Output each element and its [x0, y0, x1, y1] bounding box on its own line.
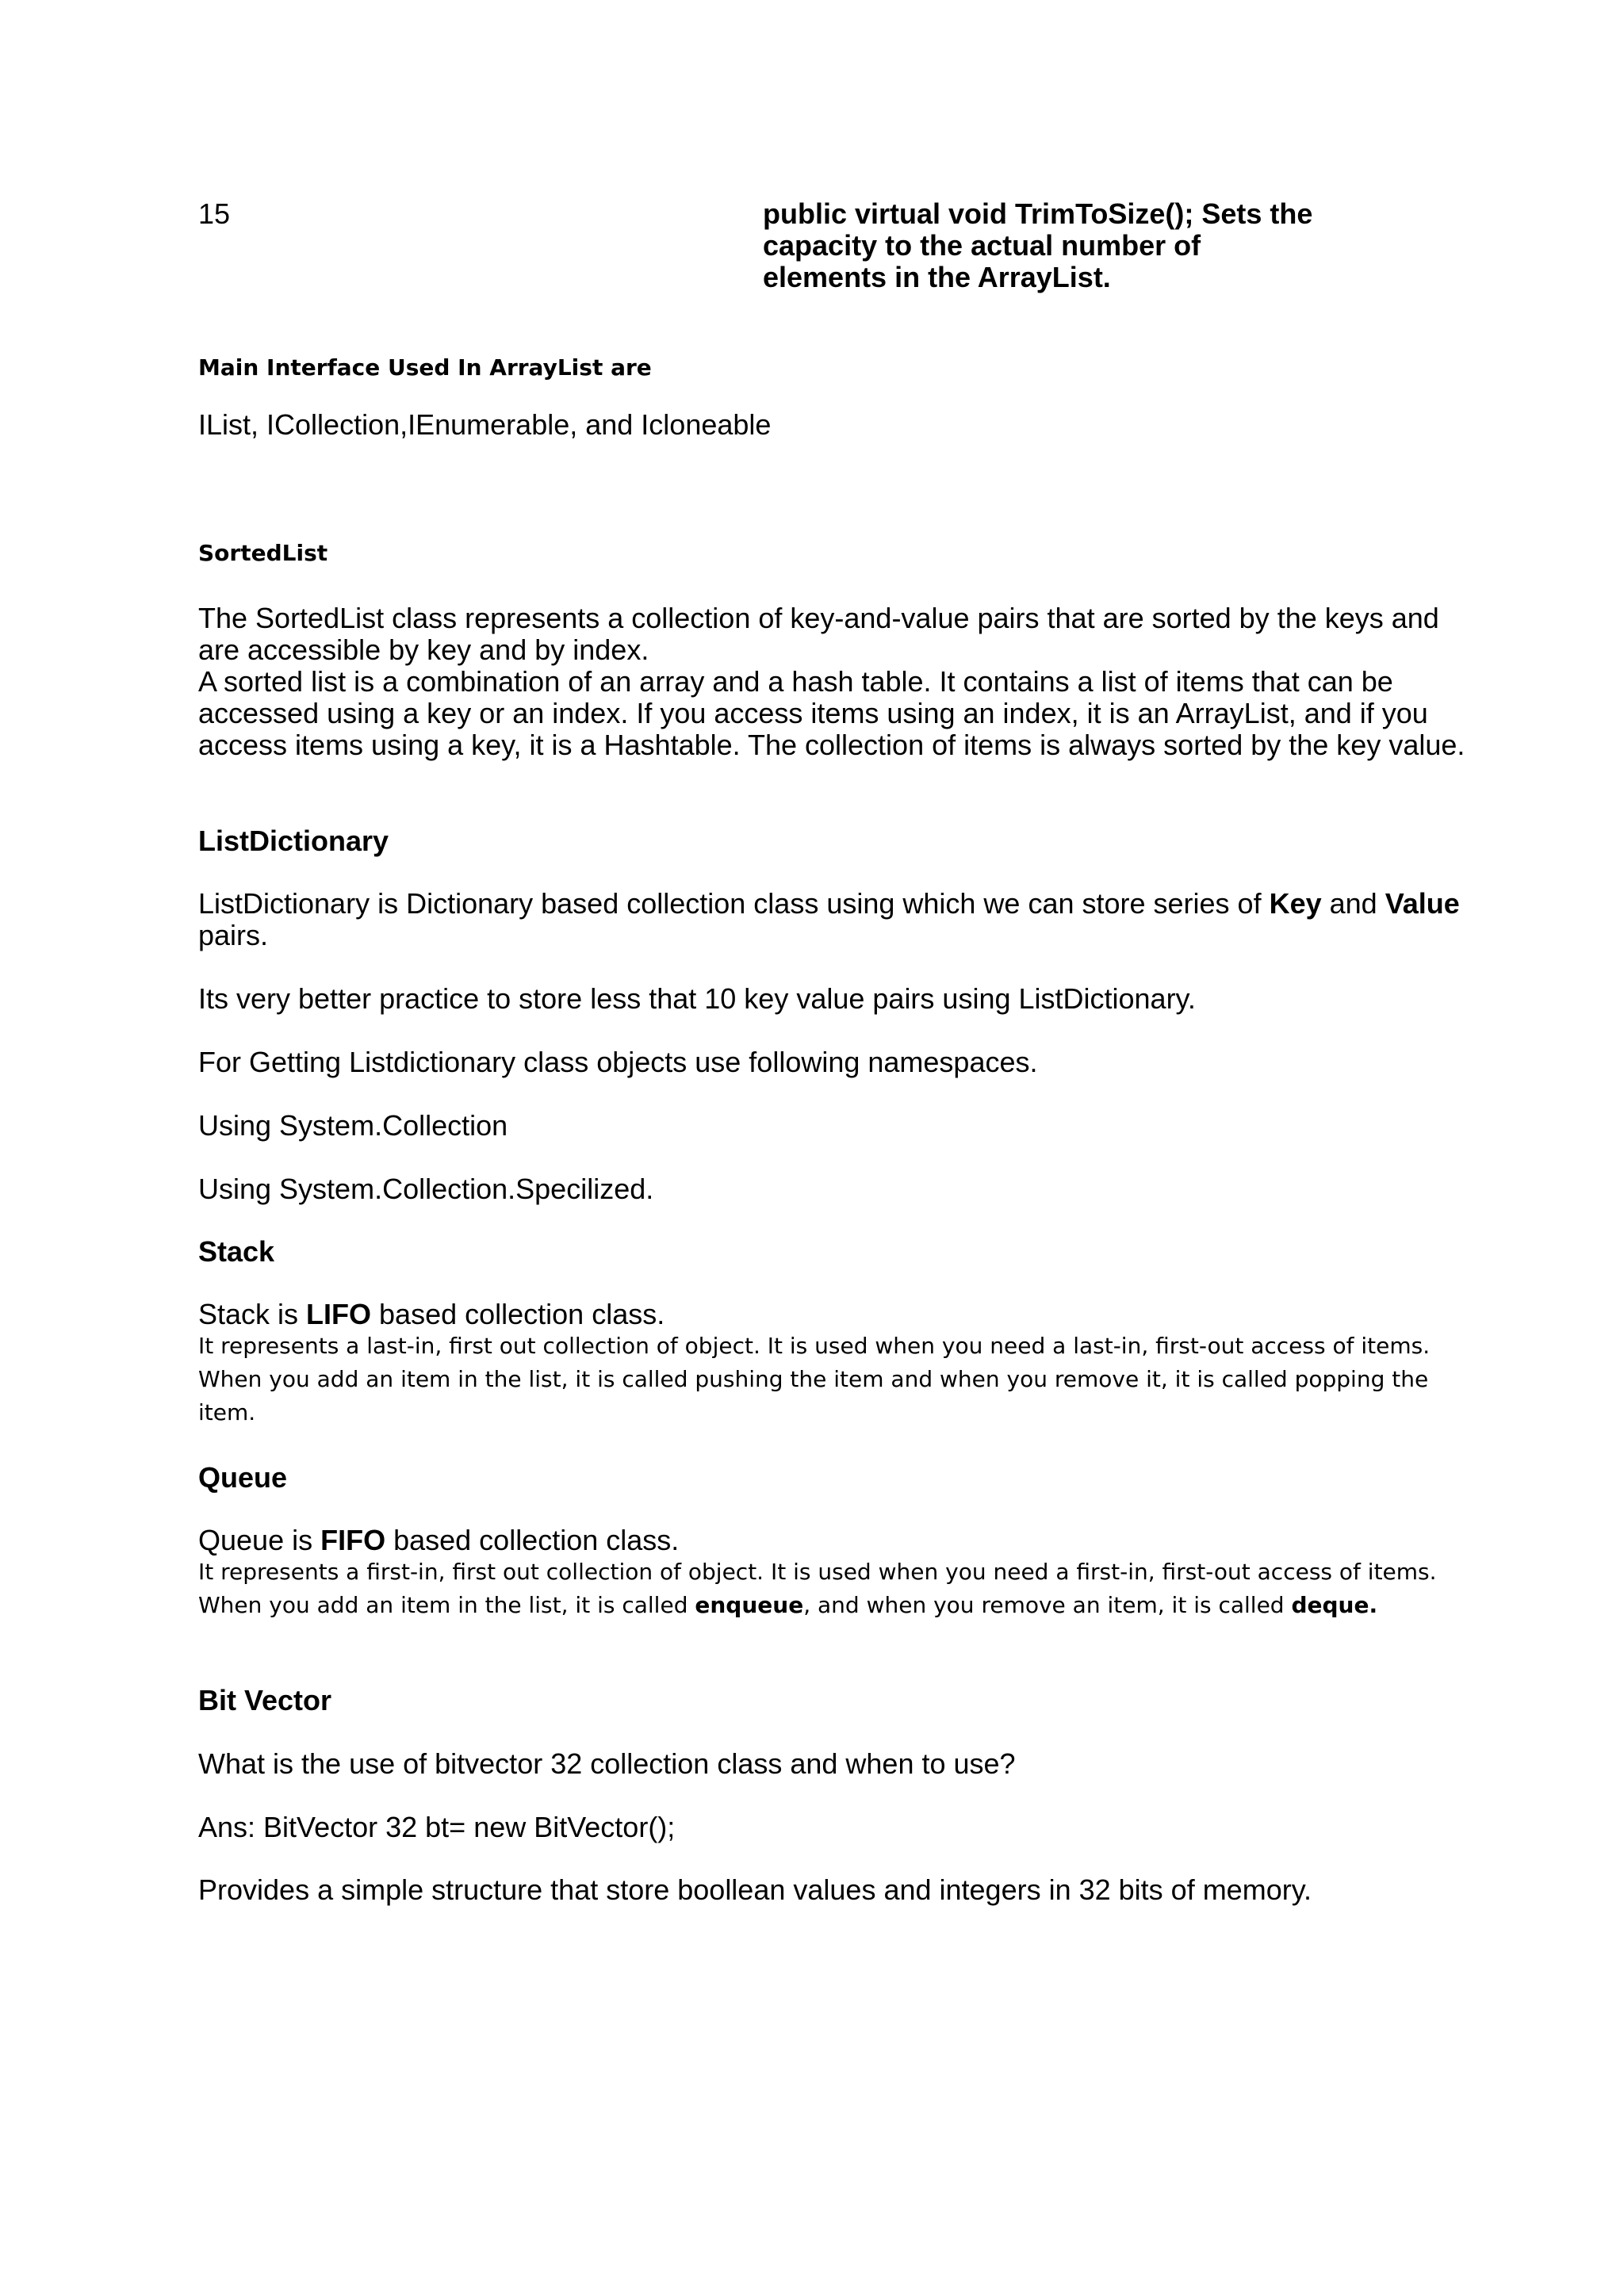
listdictionary-paragraph-3: For Getting Listdictionary class objects use following namespaces. [198, 1046, 1038, 1078]
queue-intro-text: Queue is [198, 1524, 321, 1556]
queue-paragraph [198, 1556, 1437, 1622]
sortedlist-line: are accessible by key and by index. [198, 633, 649, 666]
queue-heading: Queue [198, 1461, 288, 1494]
interfaces-heading: Main Interface Used In ArrayList are [198, 354, 652, 381]
sortedlist-line: accessed using a key or an index. If you access items using an index, it is an ArrayList, and if you [198, 697, 1428, 729]
value-term: Value [1385, 887, 1460, 920]
listdictionary-text: and [1321, 887, 1385, 920]
stack-heading: Stack [198, 1235, 275, 1268]
namespace-collection: Using System.Collection [198, 1109, 508, 1142]
listdictionary-text: ListDictionary is Dictionary based collection class using which we can store series of [198, 887, 1270, 920]
table-row-description [763, 198, 1312, 293]
lifo-term: LIFO [306, 1298, 372, 1330]
namespace-specialized: Using System.Collection.Specilized. [198, 1173, 654, 1205]
stack-intro-text: based collection class. [371, 1298, 665, 1330]
queue-intro-text: based collection class. [385, 1524, 680, 1556]
bitvector-answer: Ans: BitVector 32 bt= new BitVector(); [198, 1811, 676, 1843]
listdictionary-paragraph-2: Its very better practice to store less that 10 key value pairs using ListDictionary. [198, 982, 1196, 1015]
description-line: public virtual void TrimToSize(); Sets the [763, 197, 1313, 230]
listdictionary-line [198, 888, 1460, 920]
sortedlist-line: The SortedList class represents a collection of key-and-value pairs that are sorted by the keys and [198, 602, 1439, 634]
bitvector-heading: Bit Vector [198, 1684, 332, 1716]
stack-line: It represents a last-in, first out collection of object. It is used when you need a last-in, first-out access of items. [198, 1333, 1431, 1359]
table-row-number: 15 [198, 197, 231, 230]
sortedlist-paragraph [198, 603, 1465, 761]
fifo-term: FIFO [320, 1524, 386, 1556]
bitvector-question: What is the use of bitvector 32 collection class and when to use? [198, 1747, 1016, 1780]
bitvector-description: Provides a simple structure that store boollean values and integers in 32 bits of memory. [198, 1873, 1312, 1906]
sortedlist-heading: SortedList [198, 540, 328, 566]
enqueue-term: enqueue [695, 1592, 804, 1618]
listdictionary-paragraph-1 [198, 888, 1460, 951]
queue-intro [198, 1525, 679, 1556]
queue-text: , and when you remove an item, it is called [803, 1592, 1292, 1618]
sortedlist-line: A sorted list is a combination of an array and a hash table. It contains a list of items that can be [198, 665, 1393, 698]
description-line: elements in the ArrayList. [763, 261, 1111, 293]
queue-line [198, 1589, 1437, 1622]
key-term: Key [1269, 887, 1322, 920]
queue-line: It represents a first-in, first out collection of object. It is used when you need a first-in, first-out access of items. [198, 1559, 1437, 1585]
stack-paragraph [198, 1330, 1430, 1429]
stack-line: item. [198, 1399, 256, 1425]
description-line: capacity to the actual number of [763, 229, 1201, 262]
stack-intro [198, 1299, 665, 1330]
listdictionary-line: pairs. [198, 919, 269, 951]
sortedlist-line: access items using a key, it is a Hashtable. The collection of items is always sorted by the key value. [198, 729, 1465, 761]
queue-text: When you add an item in the list, it is called [198, 1592, 695, 1618]
deque-term: deque. [1291, 1592, 1378, 1618]
listdictionary-heading: ListDictionary [198, 825, 389, 857]
interfaces-list: IList, ICollection,IEnumerable, and Icloneable [198, 408, 772, 441]
stack-line: When you add an item in the list, it is called pushing the item and when you remove it, it is called popping the [198, 1366, 1429, 1392]
stack-intro-text: Stack is [198, 1298, 307, 1330]
